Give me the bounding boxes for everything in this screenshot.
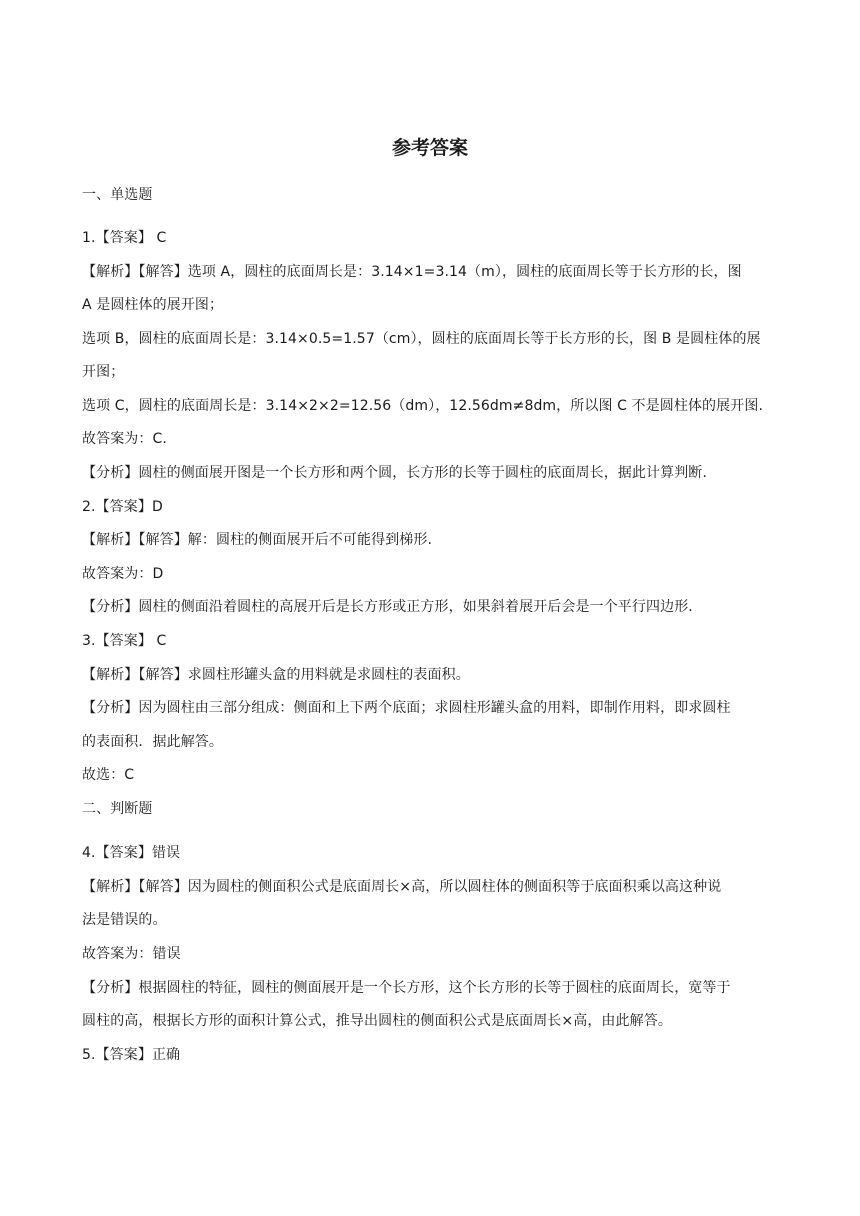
answer-5-heading: 5.【答案】正确: [82, 1047, 181, 1063]
answer-1-heading: 1.【答案】 C: [82, 230, 167, 246]
answer-1-line: 开图；: [82, 364, 125, 380]
answer-4-heading: 4.【答案】错误: [82, 845, 181, 861]
answer-4-analysis: 圆柱的高，根据长方形的面积计算公式，推导出圆柱的侧面积公式是底面周长×高，由此解答。: [82, 1013, 672, 1029]
answer-2-line: 【解析】【解答】解：圆柱的侧面展开后不可能得到梯形.: [82, 532, 433, 548]
answer-3-line: 【解析】【解答】求圆柱形罐头盒的用料就是求圆柱的表面积。: [82, 667, 470, 683]
section-heading-true-false: 二、判断题: [82, 801, 153, 817]
answer-2-heading: 2.【答案】D: [82, 499, 163, 515]
answer-3-conclusion: 故选：C: [82, 767, 135, 783]
answer-2-analysis: 【分析】圆柱的侧面沿着圆柱的高展开后是长方形或正方形，如果斜着展开后会是一个平行四边形.: [82, 599, 693, 615]
answer-4-line: 法是错误的。: [82, 912, 167, 928]
answer-1-analysis: 【分析】圆柱的侧面展开图是一个长方形和两个圆，长方形的长等于圆柱的底面周长，据此计算判断.: [82, 465, 707, 481]
answer-3-analysis: 【分析】因为圆柱由三部分组成：侧面和上下两个底面；求圆柱形罐头盒的用料，即制作用料，即求圆柱: [82, 700, 731, 716]
answer-4-analysis: 【分析】根据圆柱的特征，圆柱的侧面展开是一个长方形，这个长方形的长等于圆柱的底面周长，宽等于: [82, 980, 731, 996]
answer-4-conclusion: 故答案为：错误: [82, 946, 181, 962]
page-title: 参考答案: [391, 137, 468, 159]
section-heading-single-choice: 一、单选题: [82, 187, 153, 203]
answer-2-conclusion: 故答案为：D: [82, 566, 164, 582]
answer-3-analysis: 的表面积．据此解答。: [82, 734, 223, 750]
answer-1-line: 【解析】【解答】选项 A，圆柱的底面周长是：3.14×1=3.14（m），圆柱的底面周长等于长方形的长，图: [82, 264, 742, 280]
answer-1-line: A 是圆柱体的展开图；: [82, 297, 224, 313]
answer-1-conclusion: 故答案为：C.: [82, 431, 167, 447]
answer-1-line: 选项 B，圆柱的底面周长是：3.14×0.5=1.57（cm），圆柱的底面周长等于长方形的长，图 B 是圆柱体的展: [82, 331, 761, 347]
answer-1-line: 选项 C，圆柱的底面周长是：3.14×2×2=12.56（dm），12.56dm≠8dm，所以图 C 不是圆柱体的展开图.: [82, 398, 763, 414]
answer-4-line: 【解析】【解答】因为圆柱的侧面积公式是底面周长×高，所以圆柱体的侧面积等于底面积乘以高这种说: [82, 879, 722, 895]
answer-3-heading: 3.【答案】 C: [82, 633, 167, 649]
